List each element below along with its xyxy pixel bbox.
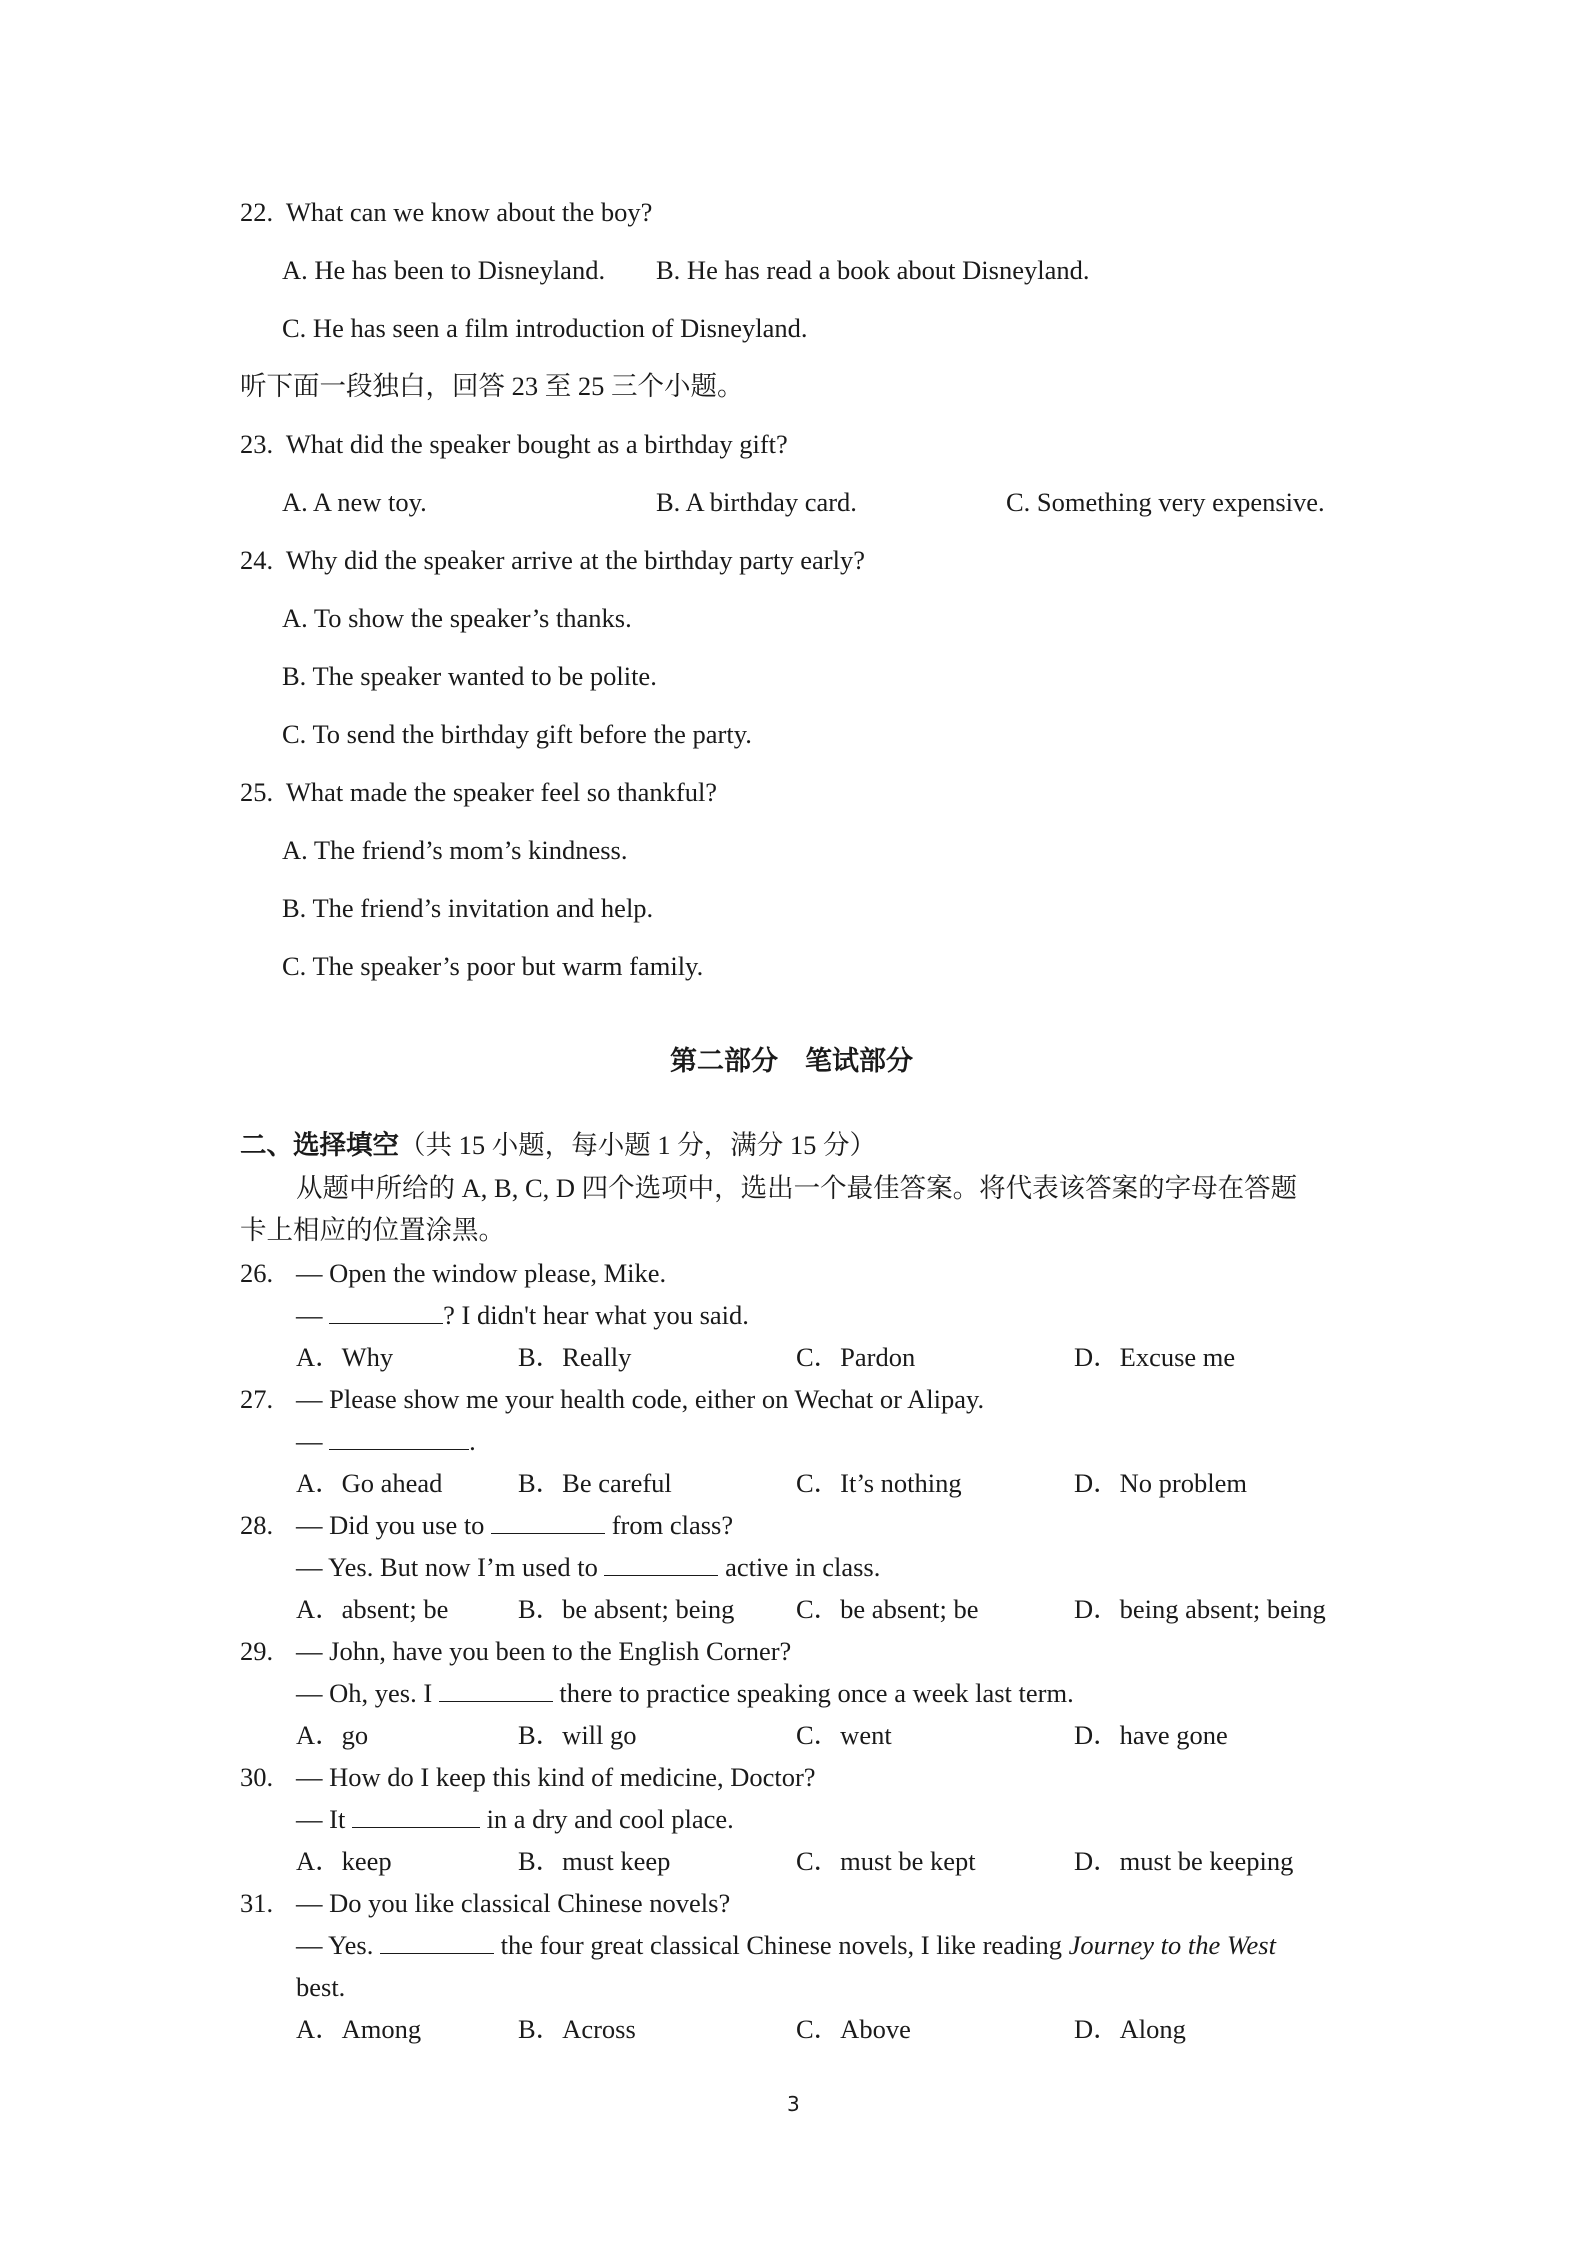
q29-line1: — John, have you been to the English Corner? xyxy=(296,1636,792,1666)
q30-line2 xyxy=(296,1802,734,1836)
q28-line2 xyxy=(296,1550,880,1584)
q31-book-title: Journey to the West xyxy=(1068,1930,1276,1960)
q30-option-d: D．must be keeping xyxy=(1074,1846,1294,1876)
q30-line2-post: in a dry and cool place. xyxy=(479,1804,734,1834)
q22-option-a: A. He has been to Disneyland. xyxy=(282,255,606,285)
part2-title: 第二部分 笔试部分 xyxy=(670,1046,913,1076)
q26-option-b: B．Really xyxy=(518,1342,632,1372)
q29-line2 xyxy=(296,1676,1074,1710)
q27-line2-pre: — xyxy=(296,1426,330,1456)
q23-stem: 23. What did the speaker bought as a birthday gift? xyxy=(240,429,788,459)
q31-line3: best. xyxy=(296,1972,346,2002)
q22-option-b: B. He has read a book about Disneyland. xyxy=(656,255,1090,285)
q31-line2-mid: the four great classical Chinese novels, I like reading xyxy=(493,1930,1069,1960)
q25-option-b: B. The friend’s invitation and help. xyxy=(282,893,654,923)
section2-instruction-line2: 卡上相应的位置涂黑。 xyxy=(240,1215,505,1245)
q29-option-c: C．went xyxy=(796,1720,892,1750)
q30-option-a: A．keep xyxy=(296,1846,392,1876)
section2-heading-bold: 二、选择填空 xyxy=(240,1130,399,1160)
q28-line1-pre: — Did you use to xyxy=(296,1510,492,1540)
q30-number: 30. xyxy=(240,1762,274,1792)
q28-option-d: D．being absent; being xyxy=(1074,1594,1326,1624)
q28-line2-post: active in class. xyxy=(718,1552,881,1582)
q22-stem: 22. What can we know about the boy? xyxy=(240,197,653,227)
monologue-instruction: 听下面一段独白，回答 23 至 25 三个小题。 xyxy=(240,371,744,401)
q29-line2-post: there to practice speaking once a week last term. xyxy=(552,1678,1074,1708)
q31-option-c: C．Above xyxy=(796,2014,911,2044)
q28-option-a: A．absent; be xyxy=(296,1594,449,1624)
q30-option-c: C．must be kept xyxy=(796,1846,976,1876)
answer-blank xyxy=(439,1677,553,1702)
q26-line1: — Open the window please, Mike. xyxy=(296,1258,667,1288)
q31-option-b: B．Across xyxy=(518,2014,636,2044)
q30-line2-pre: — It xyxy=(296,1804,352,1834)
q26-option-a: A．Why xyxy=(296,1342,394,1372)
q29-option-b: B．will go xyxy=(518,1720,637,1750)
q27-number: 27. xyxy=(240,1384,274,1414)
q26-number: 26. xyxy=(240,1258,274,1288)
q31-number: 31. xyxy=(240,1888,274,1918)
answer-blank xyxy=(380,1929,494,1954)
section2-heading xyxy=(240,1128,876,1162)
q27-line2 xyxy=(296,1424,476,1458)
q27-option-d: D．No problem xyxy=(1074,1468,1247,1498)
q28-number: 28. xyxy=(240,1510,274,1540)
q30-option-b: B．must keep xyxy=(518,1846,671,1876)
q31-line1: — Do you like classical Chinese novels? xyxy=(296,1888,731,1918)
q24-option-c: C. To send the birthday gift before the party. xyxy=(282,719,752,749)
q28-line1 xyxy=(296,1508,733,1542)
answer-blank xyxy=(329,1425,469,1450)
q25-option-c: C. The speaker’s poor but warm family. xyxy=(282,951,704,981)
q28-option-b: B．be absent; being xyxy=(518,1594,735,1624)
q27-option-c: C．It’s nothing xyxy=(796,1468,962,1498)
q29-option-a: A．go xyxy=(296,1720,369,1750)
q25-stem: 25. What made the speaker feel so thankful? xyxy=(240,777,718,807)
q29-line2-pre: — Oh, yes. I xyxy=(296,1678,439,1708)
q29-number: 29. xyxy=(240,1636,274,1666)
q28-line1-post: from class? xyxy=(605,1510,734,1540)
q24-option-b: B. The speaker wanted to be polite. xyxy=(282,661,657,691)
page-number: 3 xyxy=(787,2092,800,2116)
q23-option-c: C. Something very expensive. xyxy=(1006,487,1325,517)
section2-instruction-line1: 从题中所给的 A, B, C, D 四个选项中，选出一个最佳答案。将代表该答案的字母在答题 xyxy=(296,1173,1298,1203)
q31-option-d: D．Along xyxy=(1074,2014,1186,2044)
q31-line2-pre: — Yes. xyxy=(296,1930,380,1960)
section2-heading-rest: （共 15 小题，每小题 1 分，满分 15 分） xyxy=(399,1130,876,1160)
answer-blank xyxy=(491,1509,605,1534)
q31-option-a: A．Among xyxy=(296,2014,422,2044)
q24-stem: 24. Why did the speaker arrive at the birthday party early? xyxy=(240,545,865,575)
q25-option-a: A. The friend’s mom’s kindness. xyxy=(282,835,628,865)
q27-line1: — Please show me your health code, either on Wechat or Alipay. xyxy=(296,1384,985,1414)
q22-option-c: C. He has seen a film introduction of Disneyland. xyxy=(282,313,808,343)
q30-line1: — How do I keep this kind of medicine, Doctor? xyxy=(296,1762,816,1792)
q27-option-b: B．Be careful xyxy=(518,1468,672,1498)
q28-option-c: C．be absent; be xyxy=(796,1594,979,1624)
q27-line2-post: . xyxy=(469,1426,476,1456)
q31-line2 xyxy=(296,1928,1276,1962)
q26-option-d: D．Excuse me xyxy=(1074,1342,1236,1372)
q28-line2-pre: — Yes. But now I’m used to xyxy=(296,1552,605,1582)
answer-blank xyxy=(352,1803,480,1828)
q26-option-c: C．Pardon xyxy=(796,1342,916,1372)
q23-option-b: B. A birthday card. xyxy=(656,487,857,517)
q24-option-a: A. To show the speaker’s thanks. xyxy=(282,603,632,633)
q23-option-a: A. A new toy. xyxy=(282,487,427,517)
q27-option-a: A．Go ahead xyxy=(296,1468,443,1498)
answer-blank xyxy=(604,1551,718,1576)
q26-line2 xyxy=(296,1298,749,1332)
q29-option-d: D．have gone xyxy=(1074,1720,1228,1750)
answer-blank xyxy=(329,1299,443,1324)
q26-line2-pre: — xyxy=(296,1300,330,1330)
q26-line2-post: ? I didn't hear what you said. xyxy=(443,1300,749,1330)
